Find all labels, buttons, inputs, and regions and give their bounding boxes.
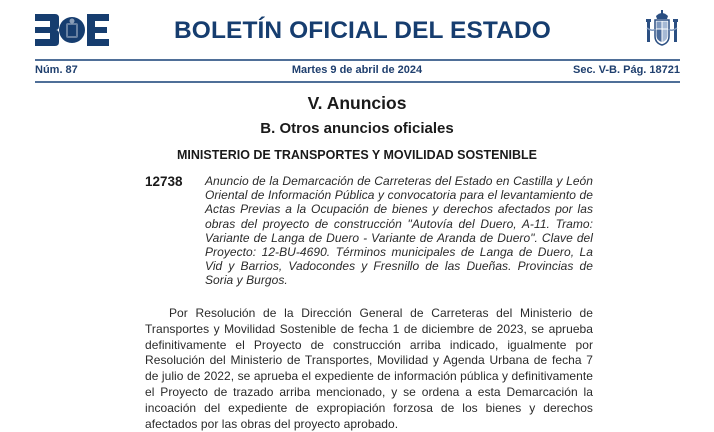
announcement-number: 12738 xyxy=(145,174,183,189)
announcement-summary: Anuncio de la Demarcación de Carreteras del Estado en Castilla y León Oriental de Información Pública y convocatoria para el levantamiento de Actas Previas a la Ocupación de bienes y derechos afectados por las obras del proyecto de construcción "Autovía del Duero, A-11. Tramo: Variante de Langa de Duero - Variante de Aranda de Duero". Clave del Proyecto: 12-BU-4690. Términos municipales de Langa de Duero, La Vid y Barrios, Vadocondes y Fresnillo de las Dueñas. Provincias de Soria y Burgos. xyxy=(205,174,593,288)
subsection-heading: B. Otros anuncios oficiales xyxy=(260,120,454,137)
header-rule-top xyxy=(35,59,680,61)
announcement-body: Por Resolución de la Dirección General de Carreteras del Ministerio de Transportes y Movilidad Sostenible de fecha 1 de diciembre de 2023, se aprueba definitivamente el Proyecto de construcción arriba indicado, igualmente por Resolución del Ministerio de Transportes, Movilidad y Agenda Urbana de fecha 7 de julio de 2022, se aprueba el expediente de información pública y definitivamente el Proyecto de trazado arriba mencionado, y se ordena a esta Demarcación la incoación del expediente de expropiación forzosa de los bienes y derechos afectados por las obras del proyecto aprobado. xyxy=(145,306,593,431)
issue-number: Núm. 87 xyxy=(35,64,78,76)
boe-logo-icon xyxy=(35,14,109,46)
ministry-heading: MINISTERIO DE TRANSPORTES Y MOVILIDAD SOSTENIBLE xyxy=(177,148,537,162)
spain-coat-of-arms-icon xyxy=(644,10,680,48)
page-header xyxy=(0,0,714,60)
issue-date: Martes 9 de abril de 2024 xyxy=(291,64,423,76)
section-heading: V. Anuncios xyxy=(307,93,407,113)
header-rule-bottom xyxy=(35,81,680,83)
publication-title: BOLETÍN OFICIAL DEL ESTADO xyxy=(174,17,551,44)
section-page: Sec. V-B. Pág. 18721 xyxy=(572,64,680,76)
